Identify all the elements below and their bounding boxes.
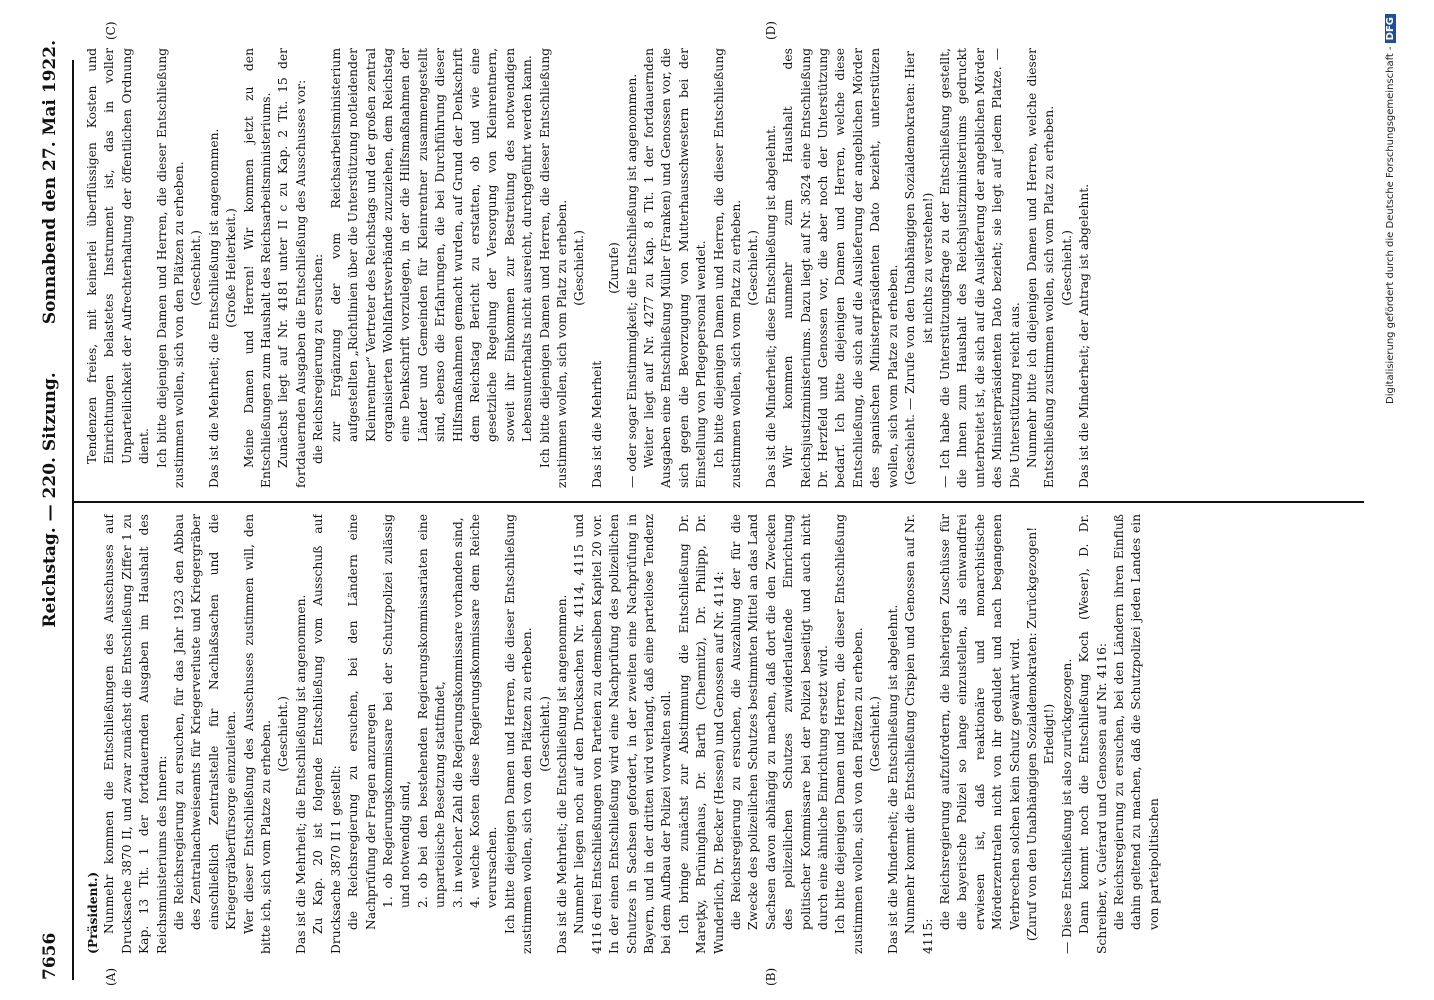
stage-direction: (Große Heiterkeit.) <box>224 208 239 328</box>
paragraph: Ich bitte diejenigen Damen und Herren, die dieser Entschließung zustimmen wollen, sich von den Plätzen zu erheben. <box>833 514 865 954</box>
paragraph: Nunmehr kommen die Entschließungen des Ausschusses auf Drucksache 3870 II, und zwar zunächst die Entschließung Ziffer 1 zu Kap. 13 Tit. 1 der fortdauernden Ausgaben im Haushalt des Reichsministeriums des Innern: <box>102 514 169 954</box>
margin-letter-d: (D) <box>764 21 778 40</box>
stage-direction: (Geschieht.) <box>276 696 291 772</box>
interjection: (Geschieht. — Zurufe von den Unabhängigen Sozialdemokraten: Hier ist nichts zu verstehen!) <box>903 50 935 486</box>
margin-letter-b: (B) <box>764 967 778 986</box>
paragraph: Zu Kap. 20 ist folgende Entschließung vom Ausschuß auf Drucksache 3870 II 1 gestellt: <box>311 514 343 954</box>
paragraph: Das ist die Mehrheit; die Entschließung ist angenommen. <box>206 128 221 488</box>
paragraph: Zunächst liegt auf Nr. 4181 unter II c zu Kap. 2 Tit. 15 der fortdauernden Ausgaben die Entschließung des Ausschusses vor: <box>276 48 308 488</box>
paragraph: Nunmehr bitte ich diejenigen Damen und Herren, welche dieser Entschließung zustimmen wollen, sich vom Platz zu erheben. <box>1024 48 1057 488</box>
paragraph: Meine Damen und Herren! Wir kommen jetzt zu den Entschließungen zum Haushalt des Reichsarbeitsministeriums. <box>241 48 274 488</box>
paragraph: Dann kommt noch die Entschließung Koch (Weser), D. Dr. Schreiber, v. Guérard und Genossen auf Nr. 4116: <box>1077 514 1109 954</box>
paragraph: Das ist die Minderheit; die Entschließung ist abgelehnt. <box>885 604 900 954</box>
stage-direction: (Geschieht.) <box>746 230 761 306</box>
list-item: 1. ob Regierungskommissare bei der Schutzpolizei zulässig und notwendig sind, <box>380 514 413 908</box>
paragraph: Das ist die Mehrheit; die Entschließung ist angenommen. <box>293 594 308 954</box>
list-item: 3. in welcher Zahl die Regierungskommissare vorhanden sind, <box>450 517 465 908</box>
dfg-logo: DFG <box>1385 14 1396 43</box>
stage-direction: (Geschieht.) <box>868 696 883 772</box>
column-divider <box>74 501 1364 503</box>
page-number: 7656 <box>40 932 60 980</box>
paragraph: Das ist die Mehrheit <box>589 360 604 488</box>
margin-letter-a: (A) <box>104 967 118 986</box>
stage-direction: (Geschieht.) <box>189 230 204 306</box>
paragraph: Ich bringe zunächst zur Abstimmung die Entschließung Dr. Mareţky, Brüninghaus, Dr. Barth (Chemnitz), Dr. Philipp, Dr. Wunderlich, Dr. Becker (Hessen) und Genossen auf Nr. 4114: <box>676 514 726 954</box>
paragraph: — Ich habe die Unterstützungsfrage zu der Entschließung gestellt, die Ihnen zum Haushalt des Reichsjustizministeriums gedruckt unterbreitet ist, die sich auf die Auslieferung der angeblichen Mörder des Ministerpräsidenten Dato bezieht; sie liegt auf jedem Platze. — Die Unterstützung reicht aus. <box>937 48 1022 488</box>
paragraph: Das ist die Minderheit; diese Entschließung ist abgelehnt. <box>763 125 778 488</box>
paragraph: Das ist die Mehrheit; die Entschließung ist angenommen. <box>554 594 569 954</box>
resolution-text: die Reichsregierung zu ersuchen, bei den Ländern ihren Einfluß dahin geltend zu machen, daß die Schutzpolizei jeden Landes ein von parteipolitischen <box>1111 514 1161 930</box>
paragraph: Nunmehr kommt die Entschließung Crispien und Genossen auf Nr. 4115: <box>903 514 935 954</box>
paragraph: Ich bitte diejenigen Damen und Herren, die dieser Entschließung zustimmen wollen, sich von den Plätzen zu erheben. <box>502 514 535 954</box>
paragraph: Das ist die Minderheit; der Antrag ist abgelehnt. <box>1077 183 1092 488</box>
paragraph: Ich bitte diejenigen Damen und Herren, die dieser Entschließung zustimmen wollen, sich vom Platz zu erheben. <box>711 48 744 488</box>
stage-direction: (Geschieht.) <box>1059 230 1074 306</box>
resolution-text: die Reichsregierung zu ersuchen: <box>311 253 326 464</box>
paragraph: Ich bitte diejenigen Damen und Herren, die dieser Entschließung zustimmen wollen, sich vom Platz zu erheben. <box>537 48 569 488</box>
resolution-text: die Reichsregierung zu ersuchen, bei den Ländern eine Nachprüfung der Fragen anzuregen <box>346 514 378 930</box>
stage-direction: (Geschieht.) <box>572 230 587 306</box>
paragraph: Nunmehr liegen noch auf den Drucksachen Nr. 4114, 4115 und 4116 drei Entschließungen von Parteien zu demselben Kapitel 20 vor. In der einen Entschließung wird eine Nachprüfung des polizeilichen Schutzes in Sachsen gefordert, in der zweiten eine Nachprüfung in Bayern, und in der dritten wird verlangt, daß eine parteilose Tendenz bei dem Aufbau der Polizei vorwalten soll. <box>572 514 674 954</box>
resolution-text: die Reichsregierung zu ersuchen, die Auszahlung der für die Zwecke des polizeilichen Schutzes bestimmten Mittel an das Land Sachsen davon abhängig zu machen, daß dort die den Zwecken des polizeilichen Schutzes zuwiderlaufende Einrichtung politischer Kommissare bei der Polizei beseitigt und auch nicht durch eine ähnliche Einrichtung ersetzt wird. <box>729 514 831 930</box>
left-column <box>84 514 1364 954</box>
stage-direction: (Zurufe) <box>607 242 622 294</box>
header-rule <box>72 60 74 980</box>
margin-letter-c: (C) <box>104 21 118 40</box>
footer-text: Digitalisierung gefördert durch die Deutsche Forschungsgemeinschaft - <box>1385 46 1396 404</box>
session-date: Sonnabend den 27. Mai 1922. <box>40 40 60 325</box>
paragraph: Weiter liegt auf Nr. 4277 zu Kap. 8 Tit. 1 der fortdauernden Ausgaben eine Entschließung Müller (Franken) und Genossen vor, die sich gegen die Bevorzugung von Mutterhausschwestern bei der Einstellung von Pflegepersonal wendet. <box>642 48 709 488</box>
paragraph: Ich bitte diejenigen Damen und Herren, die dieser Entschließung zustimmen wollen, sich von den Plätzen zu erheben. <box>154 48 187 488</box>
right-column <box>84 48 1364 488</box>
paragraph: — oder sogar Einstimmigkeit; die Entschließung ist angenommen. <box>624 73 639 488</box>
list-item: 2. ob bei den bestehenden Regierungskommissariaten eine unparteiische Besetzung stattfindet, <box>415 514 448 908</box>
interjection: (Zuruf von den Unabhängigen Sozialdemokraten: Zurückgezogen! Erledigt!) <box>1024 526 1057 942</box>
resolution-text: zur Ergänzung der vom Reichsarbeitsministerium aufgestellten „Richtlinien über die Unterstützung notleidender Kleinrentner“ Vertreter des Reichstags und der großen zentral organisierten Wohlfahrtsverbände zuzuziehen, dem Reichstag eine Denkschrift vorzulegen, in der die Hilfsmaßnahmen der Länder und Gemeinden für Kleinrentner zusammengestellt sind, ebenso die Erfahrungen, die bei Durchführung dieser Hilfsmaßnahmen gemacht wurden, auf Grund der Denkschrift dem Reichstag Bericht zu erstatten, ob und wie eine gesetzliche Regelung der Versorgung von Kleinrentnern, soweit ihr Einkommen zur Bestreitung des notwendigen Lebensunterhalts nicht ausreicht, durchgeführt werden kann. <box>328 48 535 442</box>
resolution-text: Tendenzen freies, mit keinerlei überflüssigen Kosten und Einrichtungen belastetes Instrument ist, das in voller Unparteilichkeit der Aufrechterhaltung der öffentlichen Ordnung dient. <box>85 48 152 464</box>
paragraph: — Diese Entschließung ist also zurückgezogen. <box>1059 658 1074 954</box>
speaker-label: (Präsident.) <box>85 871 100 954</box>
resolution-text: die Reichsregierung aufzufordern, die bisherigen Zuschüsse für die bayerische Polizei so lange einzustellen, als einwandfrei erwiesen ist, daß reaktionäre und monarchistische Mörderzentralen nicht von ihr geduldet und nach begangenen Verbrechen solchen kein Schutz gewährt wird. <box>937 514 1022 930</box>
stage-direction: (Geschieht.) <box>537 696 552 772</box>
page-header <box>40 20 74 980</box>
digitization-footer <box>1385 14 1396 404</box>
resolution-text: die Reichsregierung zu ersuchen, für das Jahr 1923 den Abbau des Zentralnachweiseamts für Kriegerverluste und Kriegergräber einschließlich Zentralstelle für Nachlaßsachen und die Kriegergräberfürsorge einzuleiten. <box>172 514 239 930</box>
list-item: 4. welche Kosten diese Regierungskommissare dem Reiche verursachen. <box>467 514 500 908</box>
session-title: Reichstag. — 220. Sitzung. <box>40 372 60 628</box>
paragraph: Wer dieser Entschließung des Ausschusses zustimmen will, den bitte ich, sich vom Platze zu erheben. <box>241 514 274 954</box>
paragraph: Wir kommen nunmehr zum Haushalt des Reichsjustizministeriums. Dazu liegt auf Nr. 3624 eine Entschließung Dr. Herzfeld und Genossen vor, die aber noch der Unterstützung bedarf. Ich bitte diejenigen Damen und Herren, welche diese Entschließung, die sich auf die Auslieferung der angeblichen Mörder des spanischen Ministerpräsidenten Dato bezieht, unterstützen wollen, sich vom Platze zu erheben. <box>781 48 900 488</box>
